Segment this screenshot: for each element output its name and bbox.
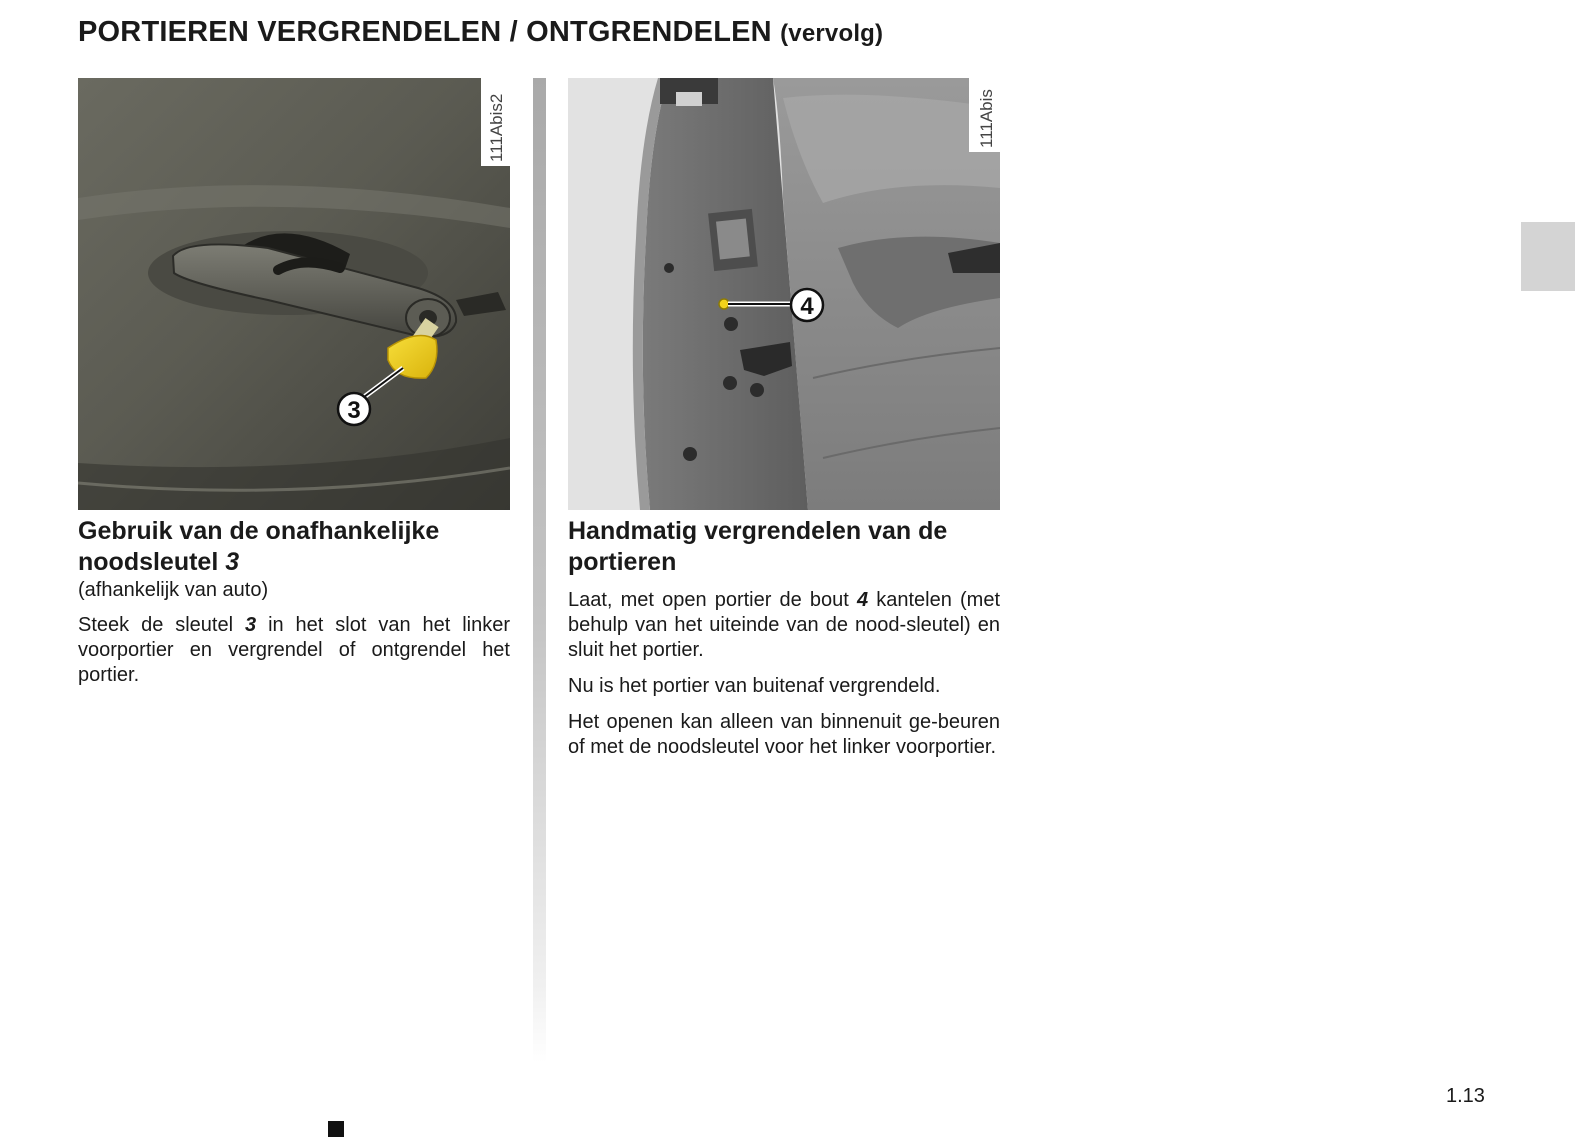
left-heading-text: Gebruik van de onafhankelijke noodsleutel <box>78 517 440 576</box>
left-column <box>78 516 510 699</box>
column-divider <box>533 78 546 1063</box>
left-heading-ref: 3 <box>225 548 240 576</box>
door-handle-illustration <box>78 78 510 510</box>
right-para1-part-b: kantelen (met behulp van het uiteinde van de nood-sleutel) en sluit het portier. <box>568 589 1000 661</box>
figure-code-left: 111Abis2 <box>487 93 506 162</box>
page-title-main: PORTIEREN VERGRENDELEN / ONTGRENDELEN <box>78 16 772 48</box>
callout-3-label: 3 <box>347 397 361 424</box>
page-title <box>78 16 883 49</box>
door-edge-illustration <box>568 78 1000 510</box>
right-paragraph-3: Het openen kan alleen van binnenuit ge-beuren of met de noodsleutel voor het linker voorportier. <box>568 711 1000 758</box>
figure-code-right: 111Abis <box>977 89 996 148</box>
left-subnote: (afhankelijk van auto) <box>78 579 269 601</box>
right-para1-part-a: Laat, met open portier de bout <box>568 589 849 611</box>
figure-door-handle-key <box>78 78 510 510</box>
left-para1-part-b: in het slot van het linker voorportier en vergrendel of ontgrendel het portier. <box>78 614 511 686</box>
right-section-heading: Handmatig vergrendelen van de portieren <box>568 517 948 576</box>
page-title-suffix: (vervolg) <box>780 20 884 47</box>
right-para1-ref: 4 <box>856 589 869 611</box>
right-paragraph-1 <box>568 588 1000 663</box>
end-of-section-marker <box>328 1121 344 1137</box>
left-para1-ref: 3 <box>245 614 257 636</box>
figure-door-edge-bolt <box>568 78 1000 510</box>
right-paragraph-2: Nu is het portier van buitenaf vergrendeld. <box>568 675 941 697</box>
right-column <box>568 516 1000 771</box>
left-paragraph-1 <box>78 613 510 688</box>
page-number: 1.13 <box>1446 1085 1485 1107</box>
left-section-heading <box>78 516 510 578</box>
chapter-side-tab <box>1521 222 1575 291</box>
left-para1-part-a: Steek de sleutel <box>78 614 234 636</box>
callout-4-label: 4 <box>800 293 814 320</box>
